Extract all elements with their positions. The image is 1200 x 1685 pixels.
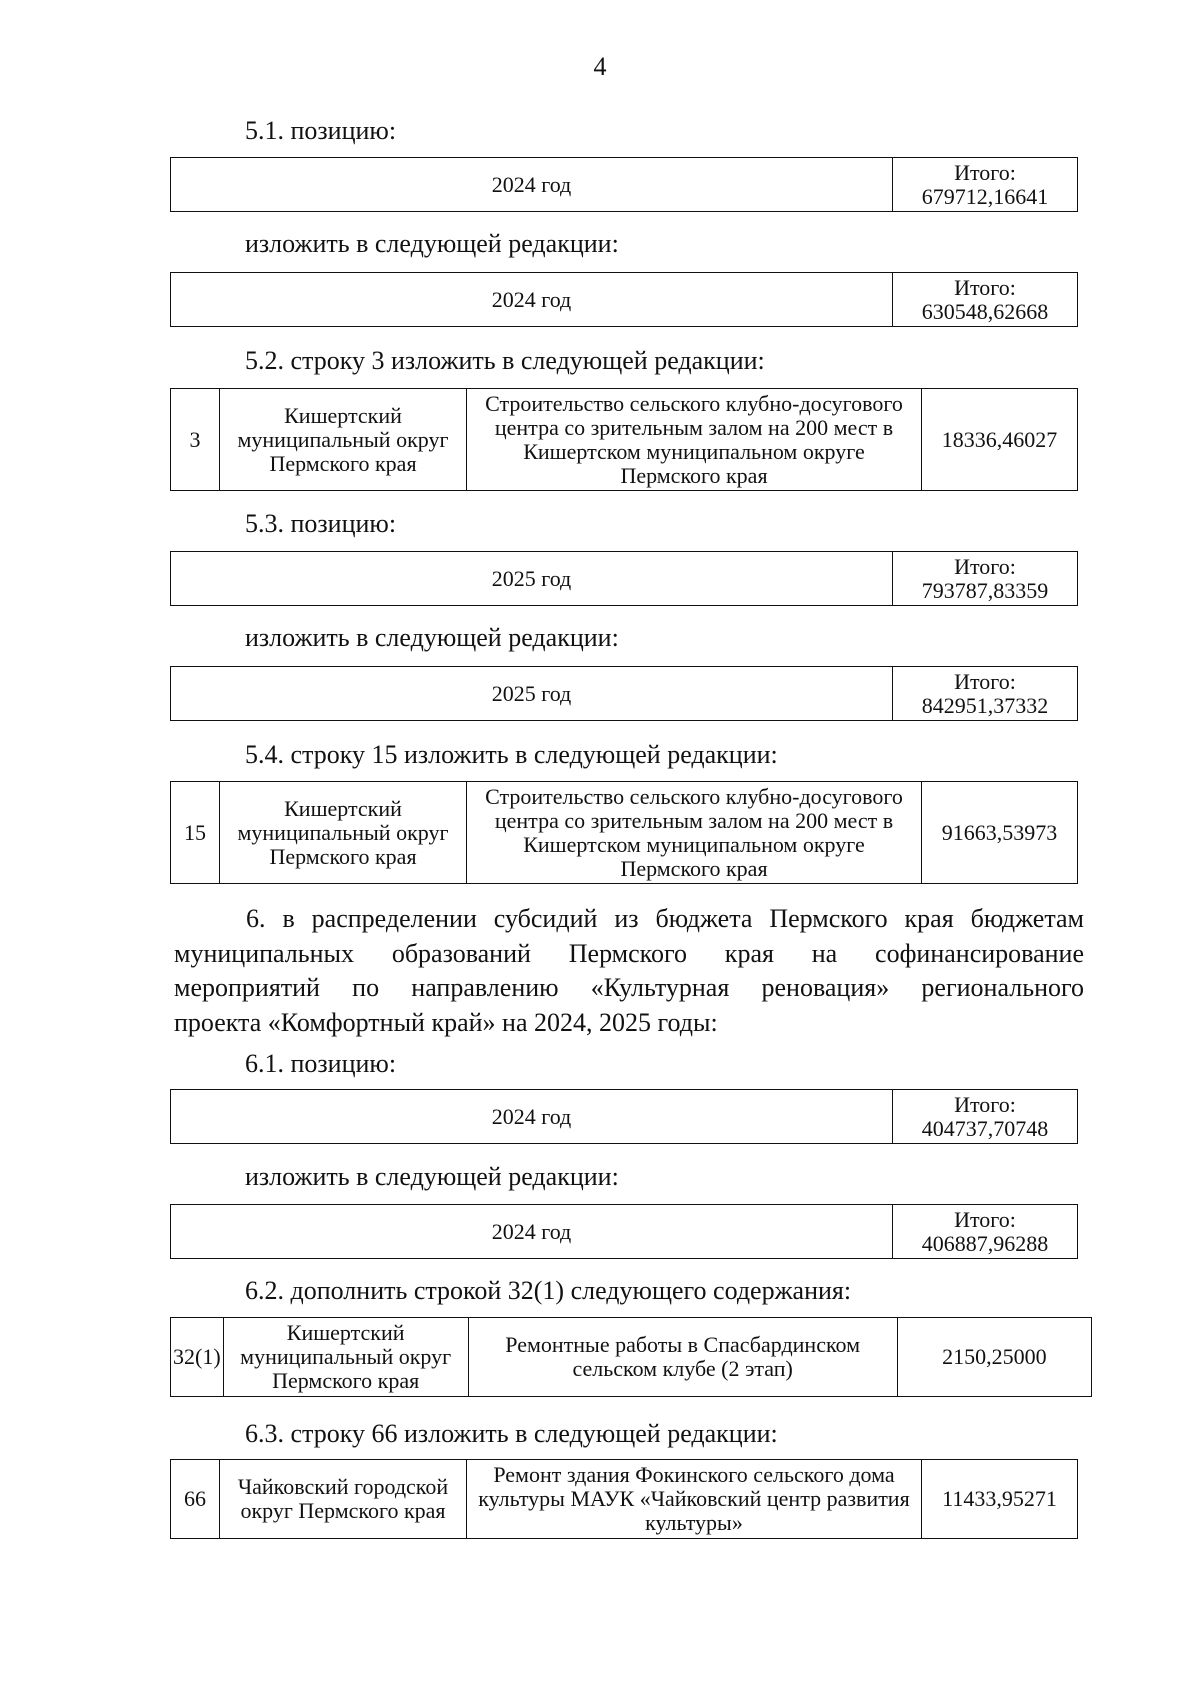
heading-6-3: 6.3. строку 66 изложить в следующей редакции: (245, 1419, 778, 1448)
total-value: 793787,83359 (921, 577, 1049, 603)
table-5-3-new (170, 666, 1078, 721)
row-number: 3 (171, 389, 220, 491)
total-cell (893, 158, 1078, 212)
municipality-cell: Кишертский муниципальный округ Пермского края (223, 1318, 468, 1397)
table-5-1-new (170, 272, 1078, 327)
amount-cell: 11433,95271 (922, 1460, 1078, 1539)
year-cell: 2024 год (171, 1205, 893, 1259)
heading-6-2: 6.2. дополнить строкой 32(1) следующего содержания: (245, 1276, 852, 1305)
page-number: 4 (593, 52, 607, 81)
total-cell (893, 1205, 1078, 1259)
table-row (171, 1460, 1078, 1539)
amount-cell: 91663,53973 (922, 782, 1078, 884)
table-5-2-row (170, 388, 1078, 491)
table-row (171, 389, 1078, 491)
total-cell (893, 1090, 1078, 1144)
phrase-5-3: изложить в следующей редакции: (245, 623, 619, 652)
paragraph-6-line: муниципальных образований Пермского края на софинансирование (174, 938, 1084, 968)
table-6-3-row (170, 1459, 1078, 1539)
table-6-2-row (170, 1317, 1092, 1397)
total-value: 404737,70748 (921, 1115, 1049, 1141)
table-5-3-old (170, 551, 1078, 606)
year-cell: 2024 год (171, 158, 893, 212)
total-cell (893, 273, 1078, 327)
total-label: Итого: (954, 1206, 1016, 1232)
table-6-1-new (170, 1204, 1078, 1259)
table-5-1-old (170, 157, 1078, 212)
paragraph-6 (174, 902, 1084, 1040)
total-cell (893, 552, 1078, 606)
table-row (171, 782, 1078, 884)
object-cell: Ремонтные работы в Спасбардинском сельском клубе (2 этап) (468, 1318, 897, 1397)
paragraph-6-line: мероприятий по направлению «Культурная реновация» регионального (174, 973, 1084, 1002)
amount-cell: 2150,25000 (897, 1318, 1091, 1397)
heading-5-1: 5.1. позицию: (245, 116, 397, 145)
table-6-1-old (170, 1089, 1078, 1144)
table-5-4-row (170, 781, 1078, 884)
phrase-5-1: изложить в следующей редакции: (245, 229, 619, 258)
row-number: 15 (171, 782, 220, 884)
heading-6-1: 6.1. позицию: (245, 1049, 397, 1078)
object-cell: Ремонт здания Фокинского сельского дома культуры МАУК «Чайковский центр развития культуры» (467, 1460, 922, 1539)
total-label: Итого: (954, 159, 1016, 185)
heading-5-4: 5.4. строку 15 изложить в следующей редакции: (245, 740, 778, 769)
year-cell: 2025 год (171, 552, 893, 606)
municipality-cell: Кишертский муниципальный округ Пермского края (220, 389, 467, 491)
total-value: 406887,96288 (921, 1230, 1049, 1256)
table-row (171, 1318, 1092, 1397)
total-label: Итого: (954, 553, 1016, 579)
municipality-cell: Чайковский городской округ Пермского края (220, 1460, 467, 1539)
paragraph-6-line: 6. в распределении субсидий из бюджета Пермского края бюджетам (246, 904, 1084, 933)
paragraph-6-line: проекта «Комфортный край» на 2024, 2025 годы: (174, 1007, 718, 1037)
year-cell: 2024 год (171, 1090, 893, 1144)
amount-cell: 18336,46027 (922, 389, 1078, 491)
total-value: 679712,16641 (921, 183, 1049, 209)
row-number: 66 (171, 1460, 220, 1539)
total-cell (893, 667, 1078, 721)
municipality-cell: Кишертский муниципальный округ Пермского края (220, 782, 467, 884)
year-cell: 2025 год (171, 667, 893, 721)
total-value: 630548,62668 (921, 298, 1049, 324)
heading-5-3: 5.3. позицию: (245, 509, 397, 538)
total-label: Итого: (954, 274, 1016, 300)
total-value: 842951,37332 (921, 692, 1049, 718)
total-label: Итого: (954, 1091, 1016, 1117)
heading-5-2: 5.2. строку 3 изложить в следующей редакции: (245, 346, 765, 375)
row-number: 32(1) (171, 1318, 224, 1397)
total-label: Итого: (954, 668, 1016, 694)
year-cell: 2024 год (171, 273, 893, 327)
object-cell: Строительство сельского клубно-досугового центра со зрительным залом на 200 мест в Кишертском муниципальном округе Пермского края (467, 389, 922, 491)
phrase-6-1: изложить в следующей редакции: (245, 1162, 619, 1191)
object-cell: Строительство сельского клубно-досугового центра со зрительным залом на 200 мест в Кишертском муниципальном округе Пермского края (467, 782, 922, 884)
